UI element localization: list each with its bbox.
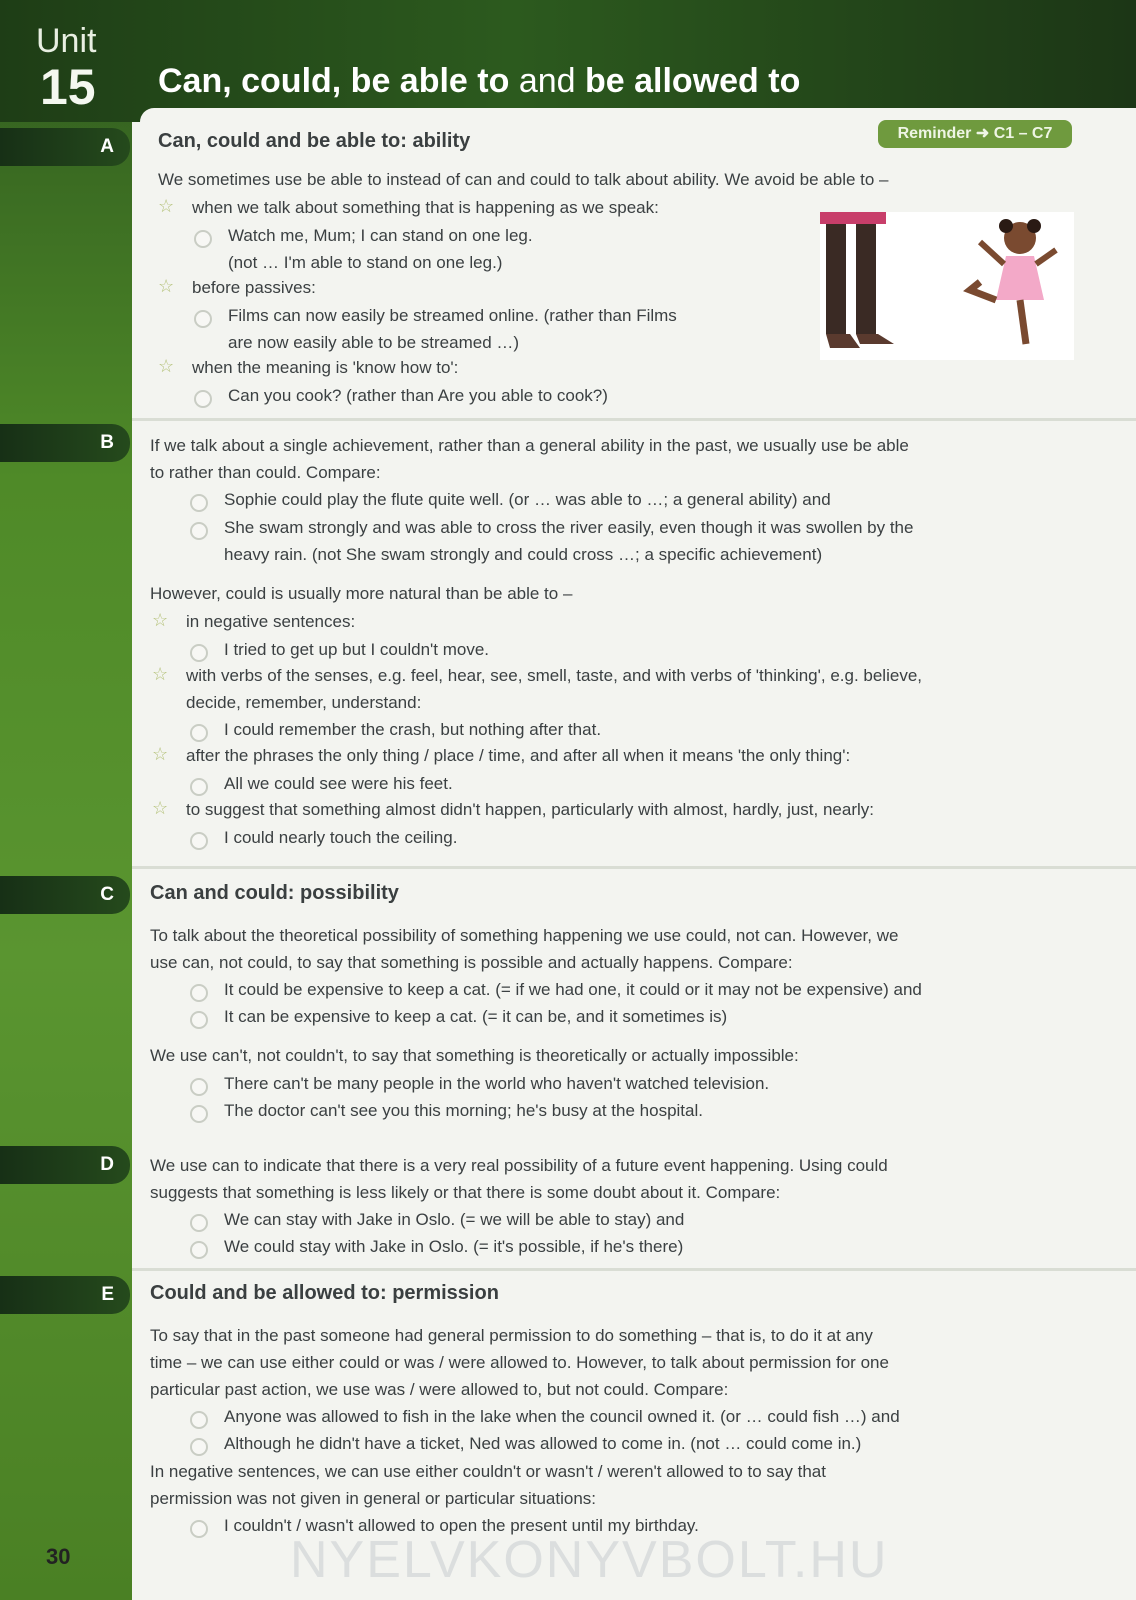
section-e-example3: I couldn't / wasn't allowed to open the present until my birthday. [224,1516,699,1535]
unit-header [0,0,1136,122]
section-c-example1: It could be expensive to keep a cat. (= if we had one, it could or it may not be expensive) and [224,980,922,999]
section-letter-c: C [100,884,114,905]
section-a-example1: Watch me, Mum; I can stand on one leg. [228,226,533,245]
sidebar [0,0,132,1600]
section-c-para2: We use can't, not couldn't, to say that something is theoretically or actually impossible: [150,1046,799,1065]
bullet-icon [190,1105,208,1123]
page-number: 30 [46,1544,71,1569]
section-a-point2: before passives: [192,278,316,297]
section-a-intro: We sometimes use be able to instead of can and could to talk about ability. We avoid be able to – [158,170,889,189]
section-b-example2: She swam strongly and was able to cross the river easily, even though it was swollen by the [224,518,914,537]
section-c-para1-cont: use can, not could, to say that something is possible and actually happens. Compare: [150,953,793,972]
title-part1: Can, could, be able to [158,62,510,100]
bullet-icon [194,230,212,248]
star-icon: ☆ [152,664,169,684]
star-icon: ☆ [158,356,175,376]
bullet-icon [190,778,208,796]
section-letter-d: D [100,1154,114,1175]
bullet-icon [190,1241,208,1259]
section-tab-a [0,128,130,166]
section-letter-b: B [100,432,114,453]
bullet-icon [194,390,212,408]
section-d-para1-cont: suggests that something is less likely or that there is some doubt about it. Compare: [150,1183,781,1202]
title-part3: be allowed to [585,62,801,100]
section-e-para2: In negative sentences, we can use either couldn't or wasn't / weren't allowed to to say that [150,1462,826,1481]
title-part2: and [509,62,585,100]
section-a-example2-cont: are now easily able to be streamed …) [228,333,520,352]
bullet-icon [190,494,208,512]
bullet-icon [190,1520,208,1538]
bullet-icon [190,984,208,1002]
section-b-point2: with verbs of the senses, e.g. feel, hear, see, smell, taste, and with verbs of 'thinking', e.g. believe, [186,666,922,685]
unit-label: Unit [36,22,97,60]
section-divider [132,1268,1136,1271]
section-b-example2-cont: heavy rain. (not She swam strongly and could cross …; a specific achievement) [224,545,823,564]
section-b-point4-example: I could nearly touch the ceiling. [224,828,458,847]
section-c-title: Can and could: possibility [150,882,399,904]
section-c-example4: The doctor can't see you this morning; he's busy at the hospital. [224,1101,703,1120]
section-c-example2: It can be expensive to keep a cat. (= it can be, and it sometimes is) [224,1007,728,1026]
section-tab-b [0,424,130,462]
section-b-point4: to suggest that something almost didn't happen, particularly with almost, hardly, just, nearly: [186,800,875,819]
section-b-para1: If we talk about a single achievement, rather than a general ability in the past, we usually use be able [150,436,909,455]
watermark: NYELVKONYVBOLT.HU [290,1531,889,1589]
section-b-point1-example: I tried to get up but I couldn't move. [224,640,490,659]
section-b-point3: after the phrases the only thing / place / time, and after all when it means 'the only thing': [186,746,851,765]
star-icon: ☆ [152,744,169,764]
bullet-icon [190,1214,208,1232]
section-d-example2: We could stay with Jake in Oslo. (= it's possible, if he's there) [224,1237,684,1256]
section-b-example1: Sophie could play the flute quite well. (or … was able to …; a general ability) and [224,490,831,509]
section-letter-e: E [101,1284,114,1305]
section-e-title: Could and be allowed to: permission [150,1282,499,1304]
section-a-example1-note: (not … I'm able to stand on one leg.) [228,253,503,272]
section-d-example1: We can stay with Jake in Oslo. (= we will be able to stay) and [224,1210,685,1229]
section-b-para1-cont: to rather than could. Compare: [150,463,381,482]
section-e-para1: To say that in the past someone had general permission to do something – that is, to do it at any [150,1326,873,1345]
star-icon: ☆ [158,276,175,296]
section-a-point1: when we talk about something that is happening as we speak: [192,198,659,217]
legs-and-girl-illustration [820,212,1074,360]
bullet-icon [190,1078,208,1096]
section-e-para2-cont: permission was not given in general or particular situations: [150,1489,597,1508]
section-a-point3: when the meaning is 'know how to': [192,358,459,377]
section-b-point1: in negative sentences: [186,612,356,631]
star-icon: ☆ [158,196,175,216]
bullet-icon [190,832,208,850]
star-icon: ☆ [152,610,169,630]
section-tab-d [0,1146,130,1184]
illustration [820,212,1074,360]
section-a-example3: Can you cook? (rather than Are you able to cook?) [228,386,608,405]
bullet-icon [190,724,208,742]
section-b-para2: However, could is usually more natural than be able to – [150,584,573,603]
bullet-icon [190,522,208,540]
bullet-icon [190,1011,208,1029]
section-a-title: Can, could and be able to: ability [158,130,471,152]
reminder-link[interactable]: Reminder ➜ C1 – C7 [878,120,1072,148]
page-title [158,62,800,101]
section-c-para1: To talk about the theoretical possibility of something happening we use could, not can. However, we [150,926,899,945]
section-d-para1: We use can to indicate that there is a very real possibility of a future event happening. Using could [150,1156,888,1175]
bullet-icon [190,1411,208,1429]
unit-number: 15 [40,59,96,115]
section-b-point2-cont: decide, remember, understand: [186,693,422,712]
section-e-para1-cont2: particular past action, we use was / were allowed to, but not could. Compare: [150,1380,729,1399]
section-b-point3-example: All we could see were his feet. [224,774,453,793]
section-tab-c [0,876,130,914]
section-b-point2-example: I could remember the crash, but nothing after that. [224,720,602,739]
section-tab-e [0,1276,130,1314]
bullet-icon [190,644,208,662]
section-c-example3: There can't be many people in the world who haven't watched television. [224,1074,770,1093]
bullet-icon [194,310,212,328]
section-divider [132,866,1136,869]
star-icon: ☆ [152,798,169,818]
bullet-icon [190,1438,208,1456]
section-e-example2: Although he didn't have a ticket, Ned was allowed to come in. (not … could come in.) [224,1434,862,1453]
section-divider [132,418,1136,421]
section-e-example1: Anyone was allowed to fish in the lake when the council owned it. (or … could fish …) and [224,1407,900,1426]
section-letter-a: A [100,136,114,157]
section-e-para1-cont: time – we can use either could or was / were allowed to. However, to talk about permission for one [150,1353,889,1372]
section-a-example2: Films can now easily be streamed online. (rather than Films [228,306,677,325]
